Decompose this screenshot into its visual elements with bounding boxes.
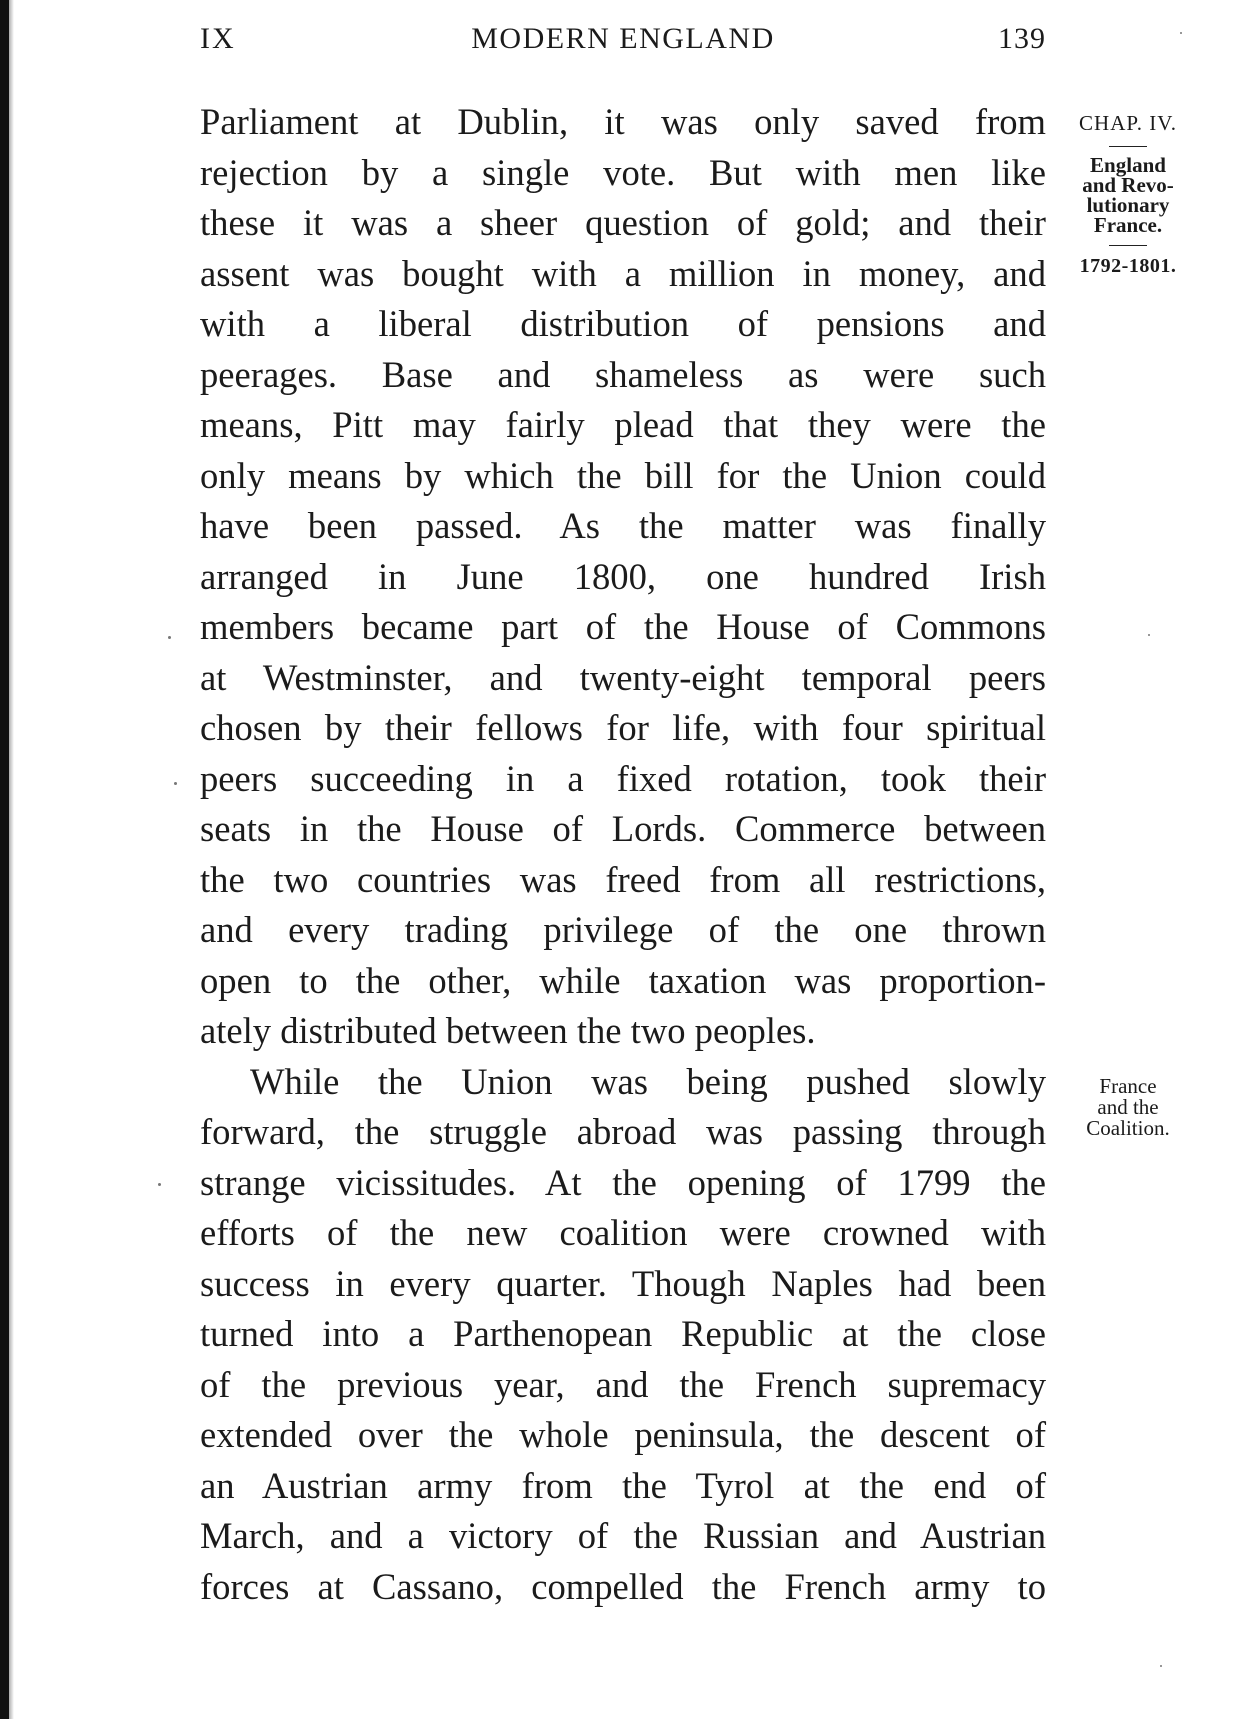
sidenote-section-line: France [1099, 1074, 1157, 1098]
sidenote-heading-line: and Revo- [1082, 173, 1174, 197]
text-line: peers succeeding in a fixed rotation, took their [200, 757, 1046, 799]
text-line: strange vicissitudes. At the opening of 1799 the [200, 1161, 1046, 1203]
sidenote-years: 1792-1801. [1079, 255, 1177, 277]
paragraph-2 [200, 1057, 1046, 1613]
text-line: have been passed. As the matter was finally [200, 505, 1046, 546]
text-line: an Austrian army from the Tyrol at the end of [200, 1464, 1046, 1506]
scan-speck [1148, 634, 1150, 636]
text-line: and every trading privilege of the one thrown [200, 909, 1046, 950]
text-line: peerages. Base and shameless as were such [200, 353, 1046, 395]
sidenote-chapter [1058, 110, 1198, 278]
binding-edge-shadow [9, 0, 14, 1719]
scan-speck [174, 782, 177, 785]
sidenote-chapter-number: CHAP. IV. [1079, 111, 1177, 135]
text-line: open to the other, while taxation was proportion- [200, 959, 1046, 1001]
scan-speck [1180, 32, 1182, 34]
paragraph-1 [200, 97, 1046, 1057]
text-line: at Westminster, and twenty-eight temporal peers [200, 656, 1046, 698]
text-line: Parliament at Dublin, it was only saved from [200, 101, 1046, 142]
text-line: While the Union was being pushed slowly [250, 1060, 1046, 1102]
running-head-title: MODERN ENGLAND [471, 22, 775, 55]
sidenote-rule [1109, 245, 1147, 246]
text-line: of the previous year, and the French supremacy [200, 1363, 1046, 1405]
text-line: seats in the House of Lords. Commerce between [200, 808, 1046, 849]
text-line: March, and a victory of the Russian and Austrian [200, 1515, 1046, 1556]
sidenote-section-line: and the [1097, 1095, 1159, 1119]
text-line: members became part of the House of Commons [200, 606, 1046, 647]
sidenote-heading-line: France. [1093, 213, 1163, 237]
text-line: only means by which the bill for the Union could [200, 454, 1046, 496]
text-line: ately distributed between the two peoples. [200, 1010, 816, 1051]
text-line: with a liberal distribution of pensions and [200, 303, 1046, 344]
running-head-chapter: IX [200, 22, 236, 55]
text-line: chosen by their fellows for life, with four spiritual [200, 707, 1046, 748]
scan-speck [1160, 1665, 1162, 1667]
body-text [200, 97, 1046, 1612]
text-line: forces at Cassano, compelled the French army to [200, 1565, 1046, 1607]
sidenote-heading-line: lutionary [1086, 193, 1170, 217]
text-line: arranged in June 1800, one hundred Irish [200, 555, 1046, 597]
text-line: the two countries was freed from all restrictions, [200, 858, 1046, 900]
text-line: forward, the struggle abroad was passing through [200, 1111, 1046, 1152]
sidenote-section-line: Coalition. [1086, 1116, 1170, 1140]
sidenote-rule [1109, 146, 1147, 147]
sidenote-section [1058, 1076, 1198, 1139]
text-line: extended over the whole peninsula, the descent of [200, 1414, 1046, 1455]
text-line: success in every quarter. Though Naples had been [200, 1262, 1046, 1304]
text-line: these it was a sheer question of gold; and their [200, 202, 1046, 243]
text-line: rejection by a single vote. But with men like [200, 151, 1046, 193]
scan-speck [158, 1183, 161, 1186]
scan-speck [168, 636, 171, 639]
text-line: assent was bought with a million in money, and [200, 252, 1046, 294]
running-head [200, 22, 1046, 62]
page-number: 139 [998, 22, 1046, 55]
sidenote-heading-line: England [1090, 153, 1166, 177]
text-line: means, Pitt may fairly plead that they were the [200, 404, 1046, 445]
text-line: efforts of the new coalition were crowned with [200, 1212, 1046, 1253]
text-line: turned into a Parthenopean Republic at the close [200, 1313, 1046, 1354]
binding-edge [0, 0, 9, 1719]
